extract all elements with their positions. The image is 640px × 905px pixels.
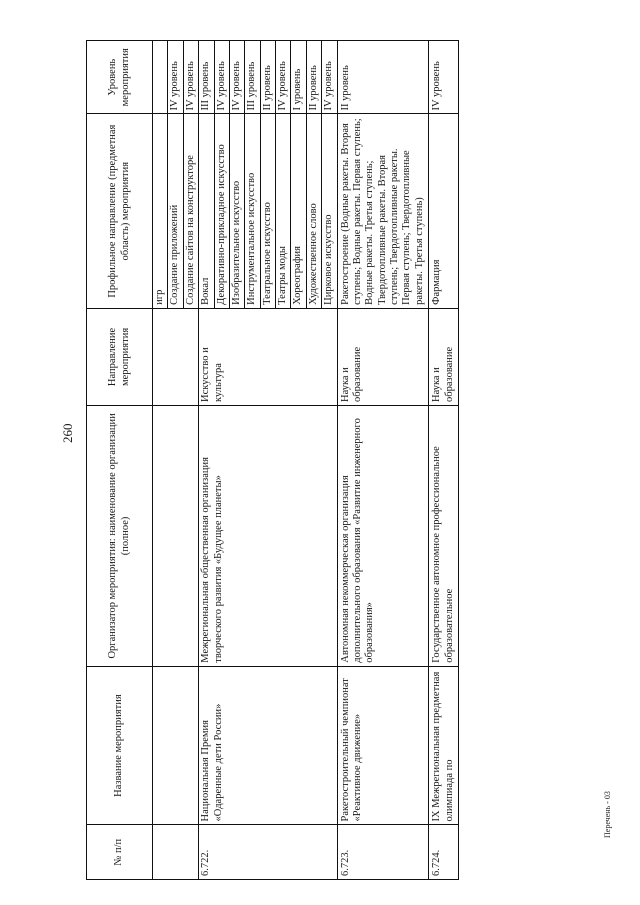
rotated-table-container (86, 40, 606, 880)
cell-dir (153, 308, 199, 405)
events-table (86, 40, 459, 880)
cell-org: Межрегиональная общественная организация творческого развития «Будущее планеты» (199, 406, 337, 667)
cell-lvl: IV уровень (276, 41, 291, 115)
cell-prof: Хореография (291, 114, 306, 308)
cell-lvl: IV уровень (183, 41, 198, 115)
cell-num: 6.724. (429, 825, 459, 880)
cell-prof: Ракетостроение (Водные ракеты. Вторая ступень; Водные ракеты. Первая ступень; Водные ракеты. Третья ступень; Твердотопливные ракеты. Вторая ступень; Твердотопливные ракеты. Первая ступень; Твердотопливные ракеты. Третья ступень) (337, 114, 429, 308)
page-number: 260 (60, 423, 75, 443)
cell-name: IX Межрегиональная предметная олимпиада по (429, 666, 459, 825)
table-row-6-723 (337, 41, 429, 880)
header-prof: Профильное направление (предметная область) мероприятия (87, 114, 153, 308)
footer-note: Перечень - 03 (603, 791, 612, 838)
cell-lvl: I уровень (291, 41, 306, 115)
cell-prof: Театры моды (276, 114, 291, 308)
cell-prof: Создание сайтов на конструкторе (183, 114, 198, 308)
cell-num: 6.723. (337, 825, 429, 880)
cell-lvl: III уровень (245, 41, 260, 115)
cell-lvl: IV уровень (168, 41, 183, 115)
cell-num: 6.722. (199, 825, 337, 880)
cell-dir: Наука и образование (337, 308, 429, 405)
cell-lvl: IV уровень (229, 41, 244, 115)
cell-name (153, 666, 199, 825)
cell-dir: Наука и образование (429, 308, 459, 405)
cell-prof: Цирковое искусство (322, 114, 337, 308)
cell-prof: Декоративно-прикладное искусство (214, 114, 229, 308)
header-num: № п/п (87, 825, 153, 880)
cell-lvl (153, 41, 168, 115)
header-org: Организатор мероприятия: наименование организации (полное) (87, 406, 153, 667)
cell-lvl: II уровень (306, 41, 321, 115)
header-name: Название мероприятия (87, 666, 153, 825)
table-header-row (87, 41, 153, 880)
cell-org: Автономная некоммерческая организация дополнительного образования «Развитие инженерного образования» (337, 406, 429, 667)
cell-prof: Инструментальное искусство (245, 114, 260, 308)
cell-lvl: II уровень (260, 41, 275, 115)
cell-prof: Создание приложений (168, 114, 183, 308)
table-row-6-722 (199, 41, 214, 880)
table-row-6-724 (429, 41, 459, 880)
cell-prof: игр (153, 114, 168, 308)
cell-prof: Изобразительное искусство (229, 114, 244, 308)
cell-org: Государственное автономное профессиональное образовательное (429, 406, 459, 667)
header-lvl: Уровень мероприятия (87, 41, 153, 115)
header-dir: Направление мероприятия (87, 308, 153, 405)
cell-lvl: IV уровень (214, 41, 229, 115)
cell-lvl: III уровень (199, 41, 214, 115)
cell-org (153, 406, 199, 667)
cell-lvl: II уровень (337, 41, 429, 115)
cell-dir: Искусство и культура (199, 308, 337, 405)
cell-prof: Художественное слово (306, 114, 321, 308)
cell-name: Национальная Премия «Одаренные дети России» (199, 666, 337, 825)
cell-num (153, 825, 199, 880)
cell-lvl: IV уровень (429, 41, 459, 115)
cell-prof: Вокал (199, 114, 214, 308)
cell-prof: Театральное искусство (260, 114, 275, 308)
cell-lvl: IV уровень (322, 41, 337, 115)
cell-name: Ракетостроительный чемпионат «Реактивное движение» (337, 666, 429, 825)
table-row (153, 41, 168, 880)
cell-prof: Фармация (429, 114, 459, 308)
